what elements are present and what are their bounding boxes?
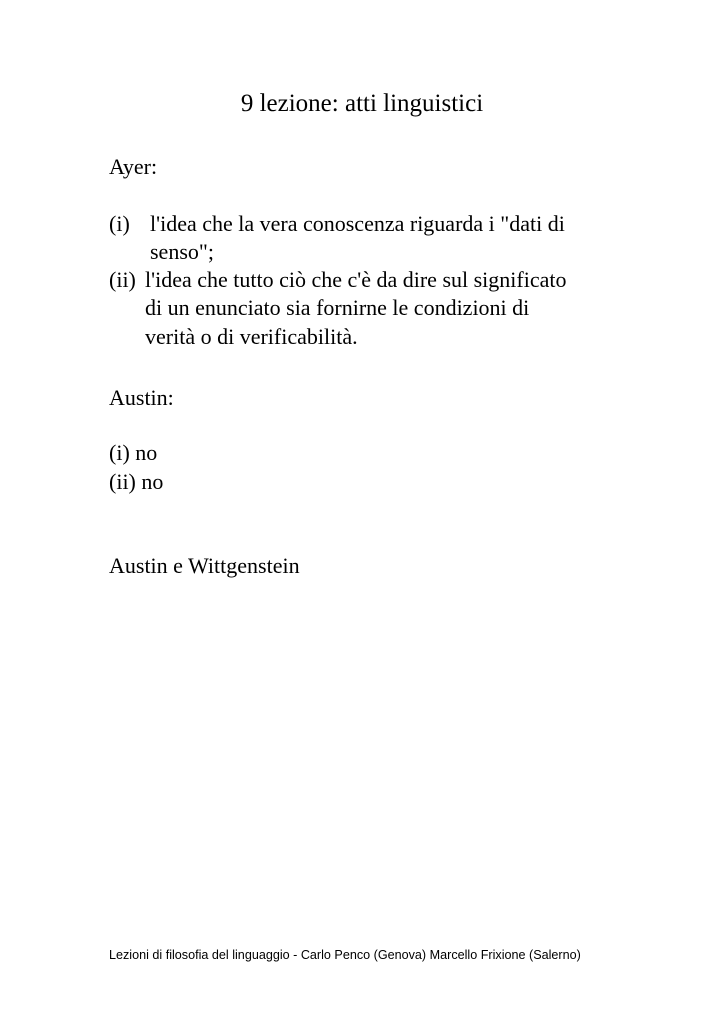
closing-heading: Austin e Wittgenstein xyxy=(109,553,300,578)
ayer-item-i-line-2: senso"; xyxy=(150,239,214,264)
ayer-item-ii-line-1: l'idea che tutto ciò che c'è da dire sul significato xyxy=(145,267,567,292)
austin-heading: Austin: xyxy=(109,385,174,410)
ayer-heading: Ayer: xyxy=(109,154,158,179)
ayer-item-ii-line-3: verità o di verificabilità. xyxy=(145,324,358,349)
ayer-item-ii-marker: (ii) xyxy=(109,267,136,292)
ayer-item-i-line-1: l'idea che la vera conoscenza riguarda i "dati di xyxy=(150,211,565,236)
austin-item-i: (i) no xyxy=(109,440,158,465)
page-footer: Lezioni di filosofia del linguaggio - Carlo Penco (Genova) Marcello Frixione (Salerno) xyxy=(109,948,581,962)
ayer-item-ii-line-2: di un enunciato sia fornirne le condizioni di xyxy=(145,295,530,320)
page-title: 9 lezione: atti linguistici xyxy=(240,90,484,117)
ayer-item-i-marker: (i) xyxy=(109,211,130,236)
austin-item-ii: (ii) no xyxy=(109,469,164,494)
